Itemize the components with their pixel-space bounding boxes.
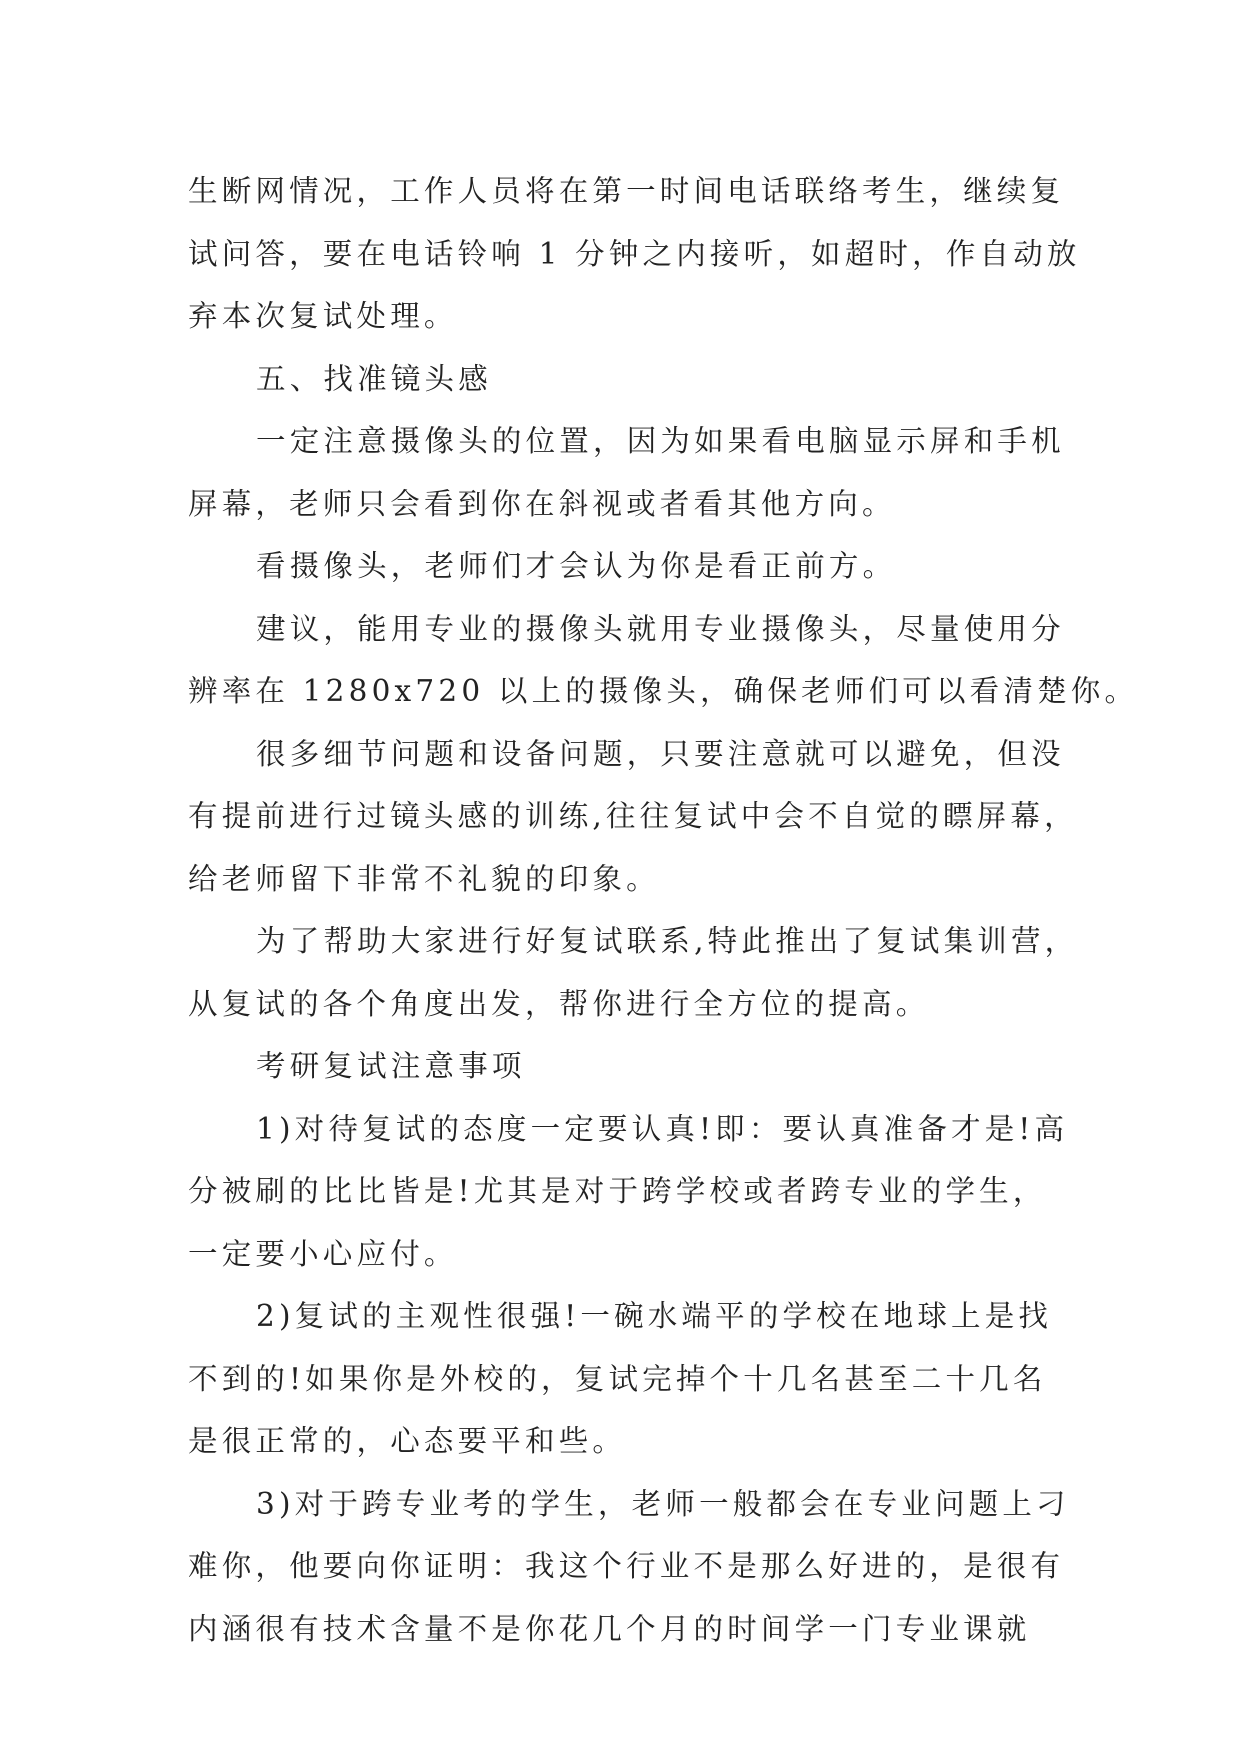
document-body: [188, 160, 1139, 1660]
text-line: 生断网情况，工作人员将在第一时间电话联络考生，继续复: [188, 174, 1065, 208]
text-line: 弃本次复试处理。: [188, 299, 458, 333]
text-line: 给老师留下非常不礼貌的印象。: [188, 861, 660, 896]
text-line: 3)对于跨专业考的学生，老师一般都会在专业问题上刁: [256, 1486, 1070, 1521]
text-line: 不到的!如果你是外校的，复试完掉个十几名甚至二十几名: [188, 1361, 1047, 1396]
text-line: 从复试的各个角度出发，帮你进行全方位的提高。: [188, 986, 930, 1021]
text-line: 为了帮助大家进行好复试联系,特此推出了复试集训营，: [256, 924, 1079, 958]
text-line: 建议，能用专业的摄像头就用专业摄像头，尽量使用分: [256, 611, 1065, 646]
text-line: 试问答，要在电话铃响 1 分钟之内接听，如超时，作自动放: [188, 236, 1081, 271]
text-line: 看摄像头，老师们才会认为你是看正前方。: [256, 549, 897, 583]
text-line: 五、找准镜头感: [256, 361, 492, 396]
text-line: 一定注意摄像头的位置，因为如果看电脑显示屏和手机: [256, 424, 1065, 458]
text-line: 2)复试的主观性很强!一碗水端平的学校在地球上是找: [256, 1299, 1053, 1333]
text-line: 屏幕，老师只会看到你在斜视或者看其他方向。: [188, 486, 896, 521]
text-line: 难你，他要向你证明：我这个行业不是那么好进的，是很有: [188, 1549, 1065, 1583]
text-line: 1)对待复试的态度一定要认真!即：要认真准备才是!高: [256, 1111, 1069, 1146]
text-line: 考研复试注意事项: [256, 1049, 526, 1083]
text-line: 有提前进行过镜头感的训练,往往复试中会不自觉的瞟屏幕，: [188, 799, 1078, 833]
text-line: 一定要小心应付。: [188, 1236, 458, 1271]
text-line: 辨率在 1280x720 以上的摄像头，确保老师们可以看清楚你。: [188, 674, 1139, 708]
text-line: 内涵很有技术含量不是你花几个月的时间学一门专业课就: [188, 1611, 1031, 1646]
text-line: 分被刷的比比皆是!尤其是对于跨学校或者跨专业的学生，: [188, 1174, 1047, 1208]
text-line: 很多细节问题和设备问题，只要注意就可以避免，但没: [256, 736, 1065, 771]
text-line: 是很正常的，心态要平和些。: [188, 1424, 627, 1458]
